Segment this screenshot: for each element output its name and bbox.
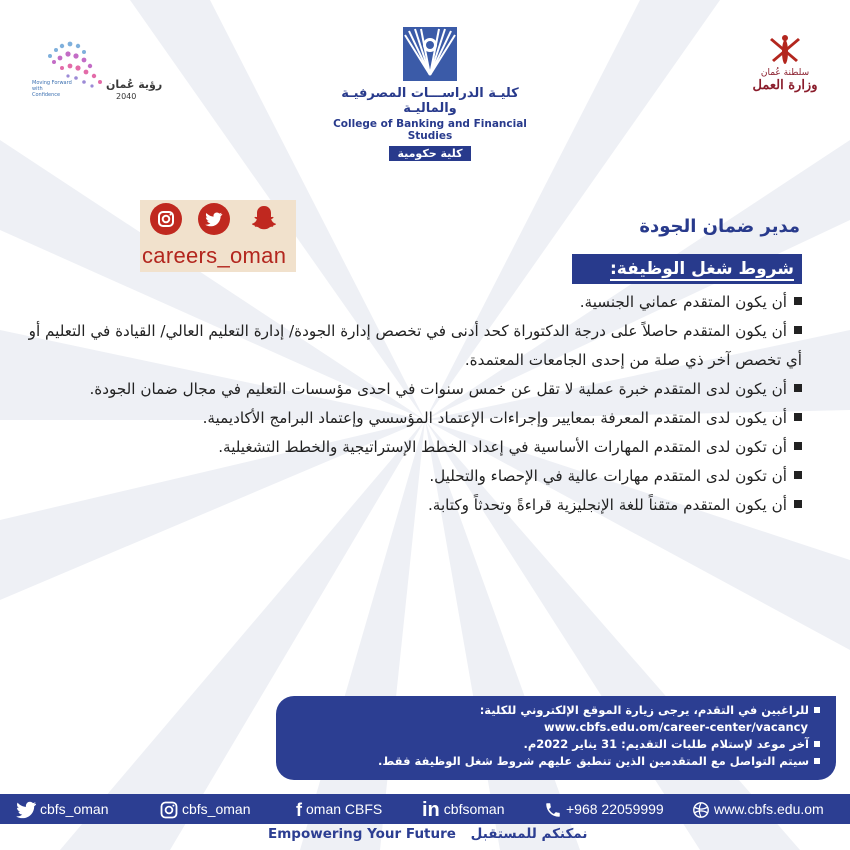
bullet-icon (794, 297, 802, 305)
tagline (268, 826, 587, 842)
bullet-icon (794, 500, 802, 508)
globe-icon (692, 801, 710, 819)
requirement-item (22, 288, 802, 317)
college-name-ar: كليـة الدراســـات المصرفيـة والماليـة (341, 86, 519, 116)
requirement-item (22, 462, 802, 491)
footer-website-link[interactable] (692, 794, 824, 824)
snapchat-icon[interactable] (248, 203, 280, 235)
phone-icon (544, 801, 562, 819)
requirement-text: أن يكون لدى المتقدم المعرفة بمعايير وإجراءات الإعتماد المؤسسي وإعتماد البرامج الأكاديمية. (202, 409, 787, 427)
vision-title-ar: رؤية عُمان (106, 78, 163, 91)
notice-deadline-text: آخر موعد لإستلام طلبات التقديم: 31 يناير 2022م. (523, 737, 809, 751)
requirement-text: أن تكون لدى المتقدم المهارات الأساسية في إعداد الخطط الإستراتيجية والخطط التشغيلية. (218, 438, 787, 456)
requirement-text: أن تكون لدى المتقدم مهارات عالية في الإحصاء والتحليل. (429, 467, 787, 485)
ministry-country-text: سلطنة عُمان (760, 68, 810, 78)
notice-line (290, 702, 820, 719)
requirement-text: أن يكون المتقدم عماني الجنسية. (579, 293, 787, 311)
requirement-item (22, 375, 802, 404)
footer-twitter-link[interactable] (16, 794, 108, 824)
instagram-icon[interactable] (150, 203, 182, 235)
bullet-icon (814, 707, 820, 713)
notice-line (290, 753, 820, 770)
college-emblem-icon (399, 25, 461, 83)
requirements-heading (572, 254, 802, 284)
oman-emblem-icon (766, 30, 804, 68)
requirement-item (22, 491, 802, 520)
requirement-text: أن يكون المتقدم حاصلاً على درجة الدكتوراة كحد أدنى في تخصص إدارة الجودة/ إدارة التعليم العالي/ القيادة في التعليم أو أي تخصص آخر ذي صلة من إحدى الجامعات المعتمدة. (28, 322, 802, 369)
footer-phone-text: +968 22059999 (566, 801, 664, 817)
vision-tagline-en: Moving Forward with Confidence (32, 80, 72, 98)
requirement-item (22, 317, 802, 375)
bullet-icon (794, 413, 802, 421)
requirements-heading-text: شروط شغل الوظيفة: (609, 259, 794, 279)
footer-phone-link[interactable] (544, 794, 664, 824)
footer-instagram-text: cbfs_oman (182, 801, 251, 817)
requirement-item (22, 404, 802, 433)
social-media-card (140, 200, 296, 272)
college-logo (320, 25, 540, 160)
linkedin-icon: in (422, 799, 440, 822)
requirement-item (22, 433, 802, 462)
oman-vision-logo (30, 30, 170, 110)
notice-apply-text: للراغبين في التقدم، يرجى زيارة الموقع الإلكتروني للكلية: (479, 703, 809, 717)
careers-handle[interactable]: careers_oman (142, 243, 287, 268)
footer-instagram-link[interactable] (160, 794, 250, 824)
notice-contact-text: سيتم التواصل مع المتقدمين الذين تنطبق عليهم شروط شغل الوظيفة فقط. (377, 754, 809, 768)
bullet-icon (794, 384, 802, 392)
bullet-icon (794, 471, 802, 479)
twitter-icon[interactable] (198, 203, 230, 235)
bullet-icon (814, 758, 820, 764)
ministry-name-text: وزارة العمل (752, 78, 818, 93)
instagram-icon (160, 801, 178, 819)
footer-linkedin-link[interactable] (422, 794, 504, 824)
footer-facebook-text: oman CBFS (306, 801, 383, 817)
footer-contact-bar (0, 794, 850, 824)
vacancy-url-link[interactable]: www.cbfs.edu.om/career-center/vacancy (543, 720, 808, 734)
facebook-icon: f (296, 800, 302, 821)
ministry-of-labour-logo (740, 30, 830, 105)
college-name-en: College of Banking and Financial Studies (333, 118, 527, 142)
footer-twitter-text: cbfs_oman (40, 801, 109, 817)
application-notice-box (276, 696, 836, 780)
government-college-badge: كلية حكومية (389, 146, 470, 161)
bullet-icon (814, 741, 820, 747)
vision-year: 2040 (116, 92, 137, 101)
tagline-ar: نمكنكم للمستقبل (470, 826, 588, 842)
footer-linkedin-text: cbfsoman (443, 801, 505, 817)
twitter-icon (16, 801, 36, 819)
requirement-text: أن يكون المتقدم متقناً للغة الإنجليزية قراءةً وتحدثاً وكتابة. (427, 496, 787, 514)
tagline-en: Empowering Your Future (268, 826, 456, 842)
requirements-list (22, 288, 802, 520)
requirement-text: أن يكون لدى المتقدم خبرة عملية لا تقل عن خمس سنوات في احدى مؤسسات التعليم في مجال ضمان الجودة. (89, 380, 787, 398)
notice-line (290, 736, 820, 753)
job-title: مدير ضمان الجودة (639, 216, 800, 237)
bullet-icon (794, 442, 802, 450)
footer-website-text: www.cbfs.edu.om (714, 801, 824, 817)
bullet-icon (794, 326, 802, 334)
footer-facebook-link[interactable] (296, 794, 382, 824)
